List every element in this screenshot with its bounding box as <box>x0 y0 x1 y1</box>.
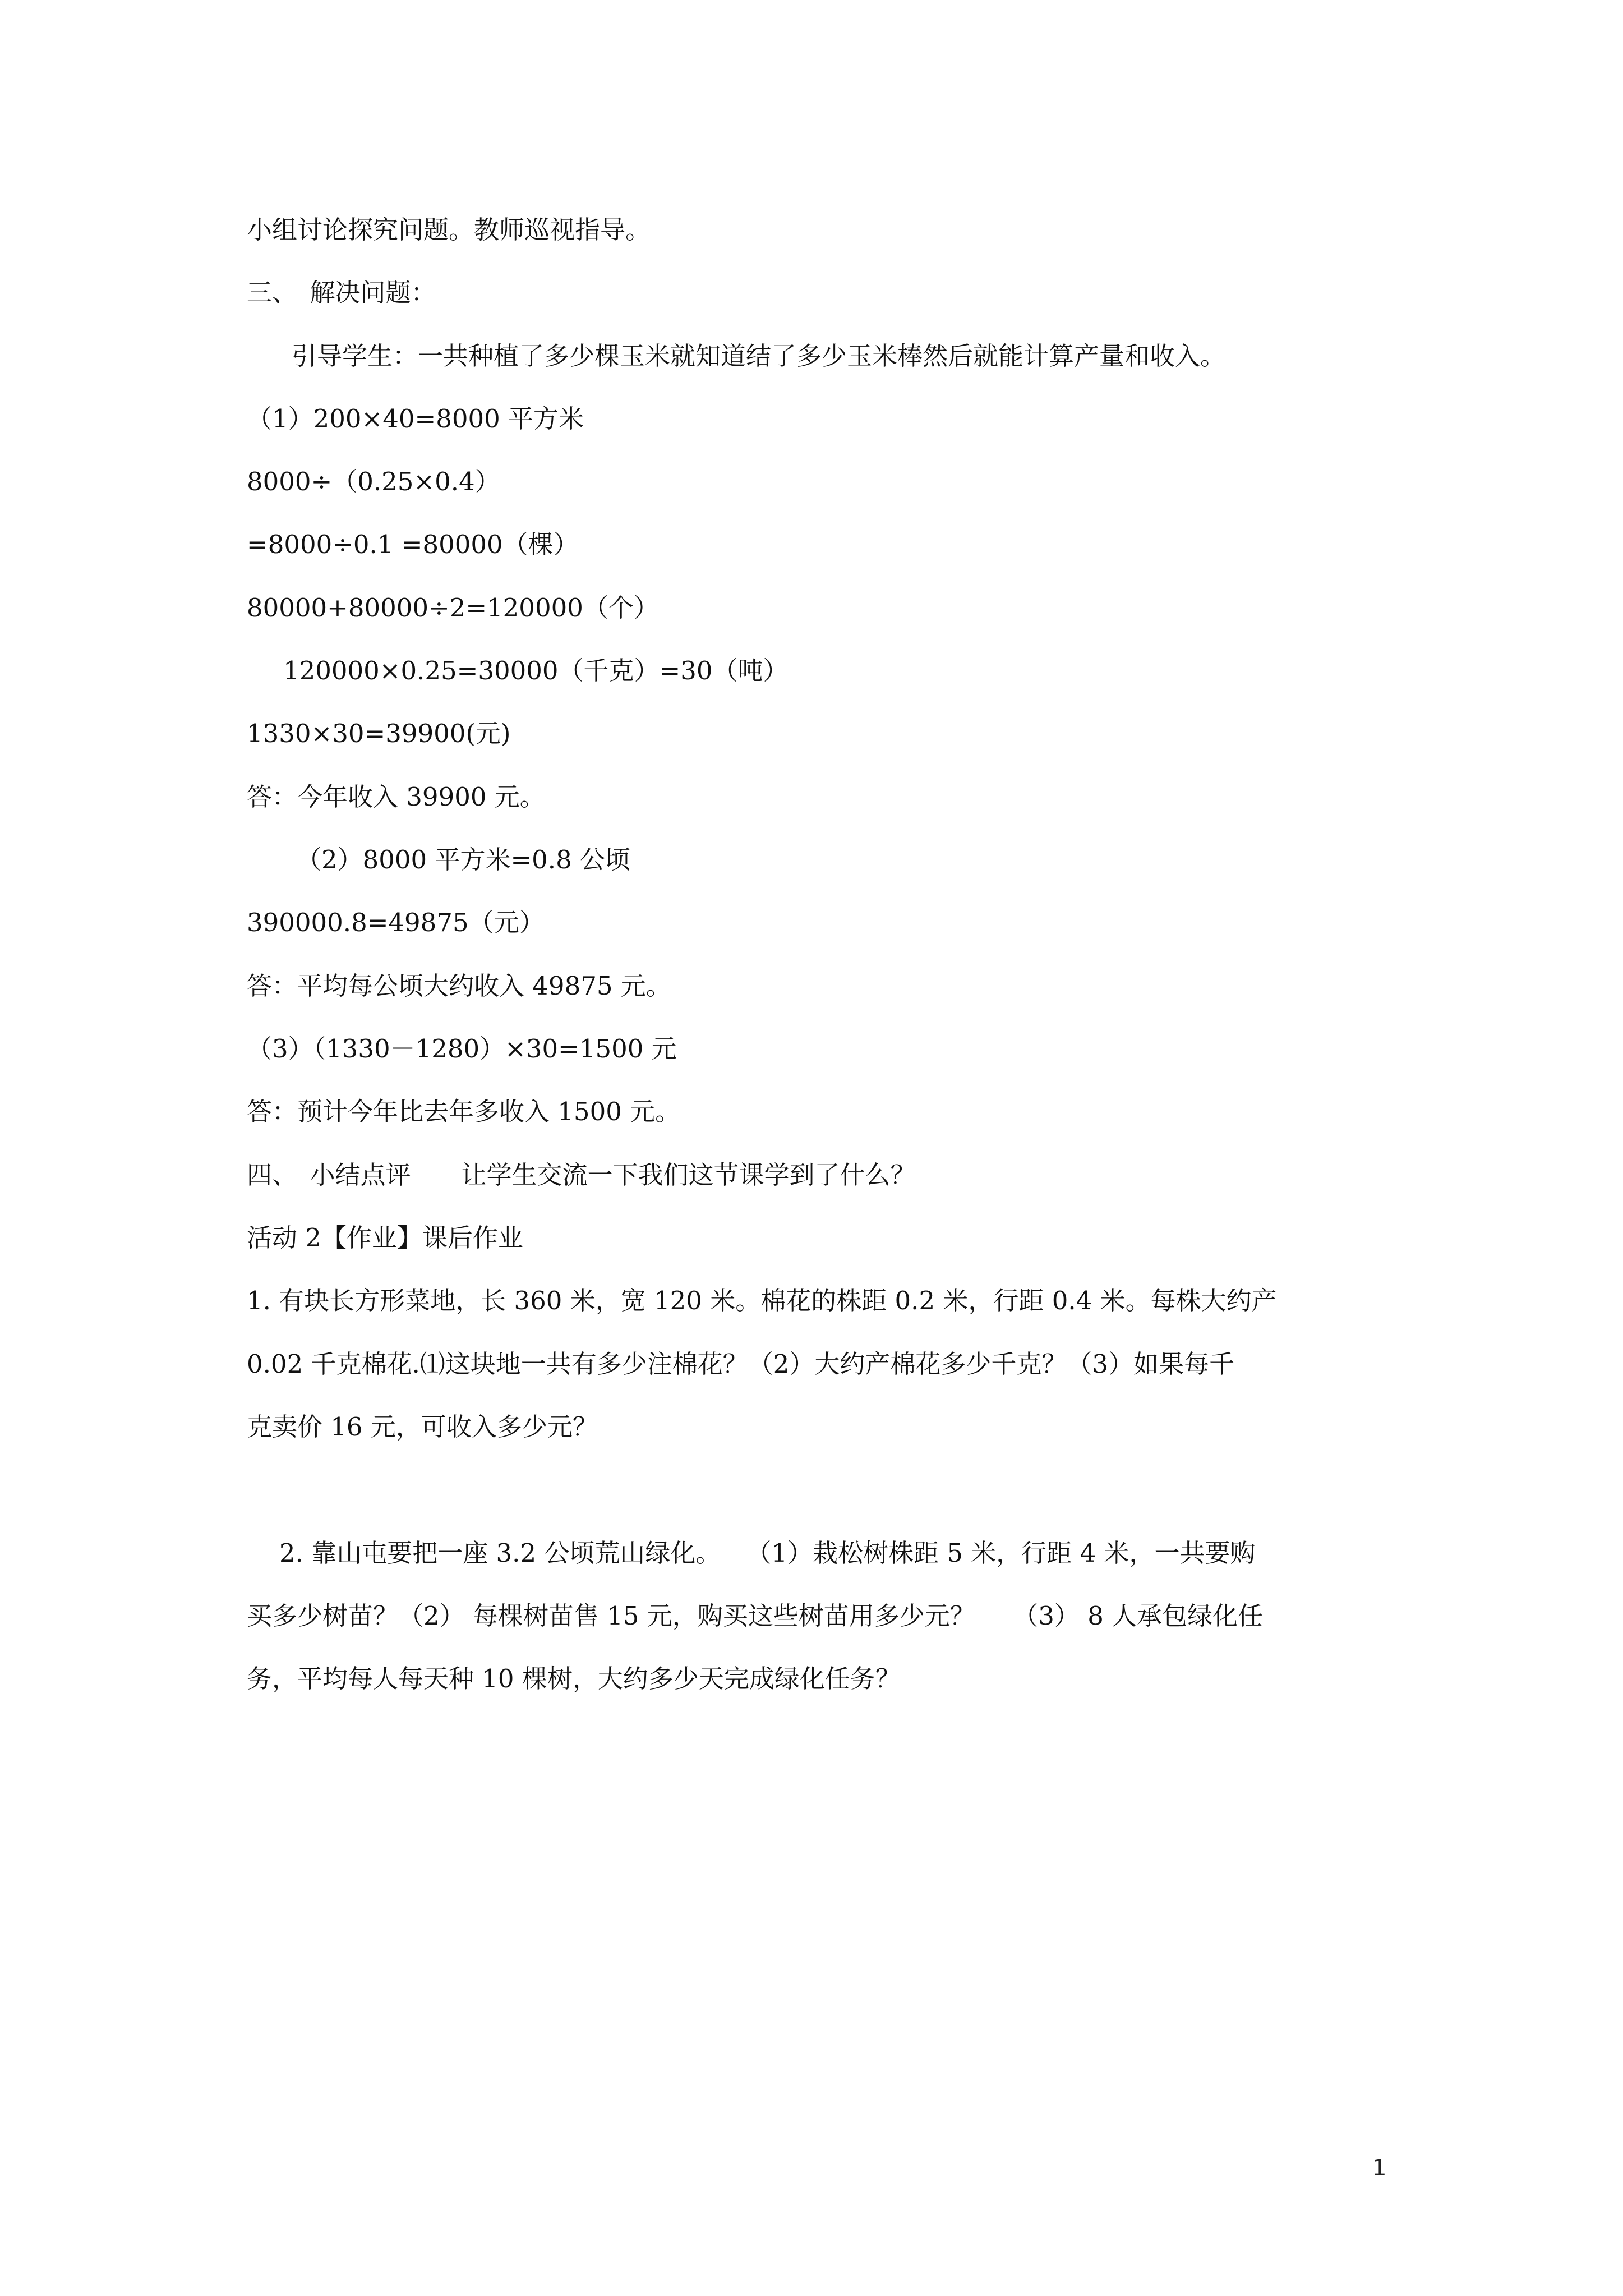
calc-area-line: （1）200×40=8000 平方米 <box>247 404 584 434</box>
exercise-one-line-2: 0.02 千克棉花.⑴这块地一共有多少注棉花？（2）大约产棉花多少千克？（3）如果每千 <box>247 1349 1235 1379</box>
calc-weight-line: 120000×0.25=30000（千克）=30（吨） <box>283 656 789 685</box>
exercise-two-line-2: 买多少树苗？（2） 每棵树苗售 15 元，购买这些树苗用多少元？ （3） 8 人承包绿化任 <box>247 1601 1264 1631</box>
exercise-one-line-3: 克卖价 16 元，可收入多少元？ <box>247 1412 598 1442</box>
section-four-heading: 四、 小结点评 让学生交流一下我们这节课学到了什么？ <box>247 1160 916 1190</box>
activity-two-heading: 活动 2【作业】课后作业 <box>247 1223 523 1253</box>
exercise-two-line-3: 务，平均每人每天种 10 棵树，大约多少天完成绿化任务？ <box>247 1664 901 1694</box>
page-number: 1 <box>1372 2155 1387 2181</box>
calc-plants-line: =8000÷0.1 =80000（棵） <box>247 530 579 559</box>
answer-difference-line: 答：预计今年比去年多收入 1500 元。 <box>247 1097 681 1126</box>
answer-average-line: 答：平均每公顷大约收入 49875 元。 <box>247 971 671 1001</box>
discussion-line: 小组讨论探究问题。教师巡视指导。 <box>247 215 651 245</box>
answer-income-line: 答：今年收入 39900 元。 <box>247 782 545 812</box>
exercise-one-line-1: 1. 有块长方形菜地，长 360 米，宽 120 米。棉花的株距 0.2 米，行距 0.4 米。每株大约产 <box>247 1286 1277 1315</box>
section-three-heading: 三、 解决问题： <box>247 278 436 307</box>
calc-hectare-line: （2）8000 平方米=0.8 公顷 <box>296 845 631 875</box>
guide-students-line: 引导学生：一共种植了多少棵玉米就知道结了多少玉米棒然后就能计算产量和收入。 <box>292 341 1226 371</box>
calc-average-line: 390000.8=49875（元） <box>247 908 545 937</box>
calc-difference-line: （3）（1330－1280）×30=1500 元 <box>247 1034 677 1064</box>
exercise-two-line-1: 2. 靠山屯要把一座 3.2 公顷荒山绿化。 （1）栽松树株距 5 米，行距 4 米，一共要购 <box>279 1538 1256 1568</box>
calc-income-line: 1330×30=39900(元) <box>247 719 511 748</box>
calc-divide-line: 8000÷（0.25×0.4） <box>247 467 500 496</box>
calc-cobs-line: 80000+80000÷2=120000（个） <box>247 593 659 623</box>
